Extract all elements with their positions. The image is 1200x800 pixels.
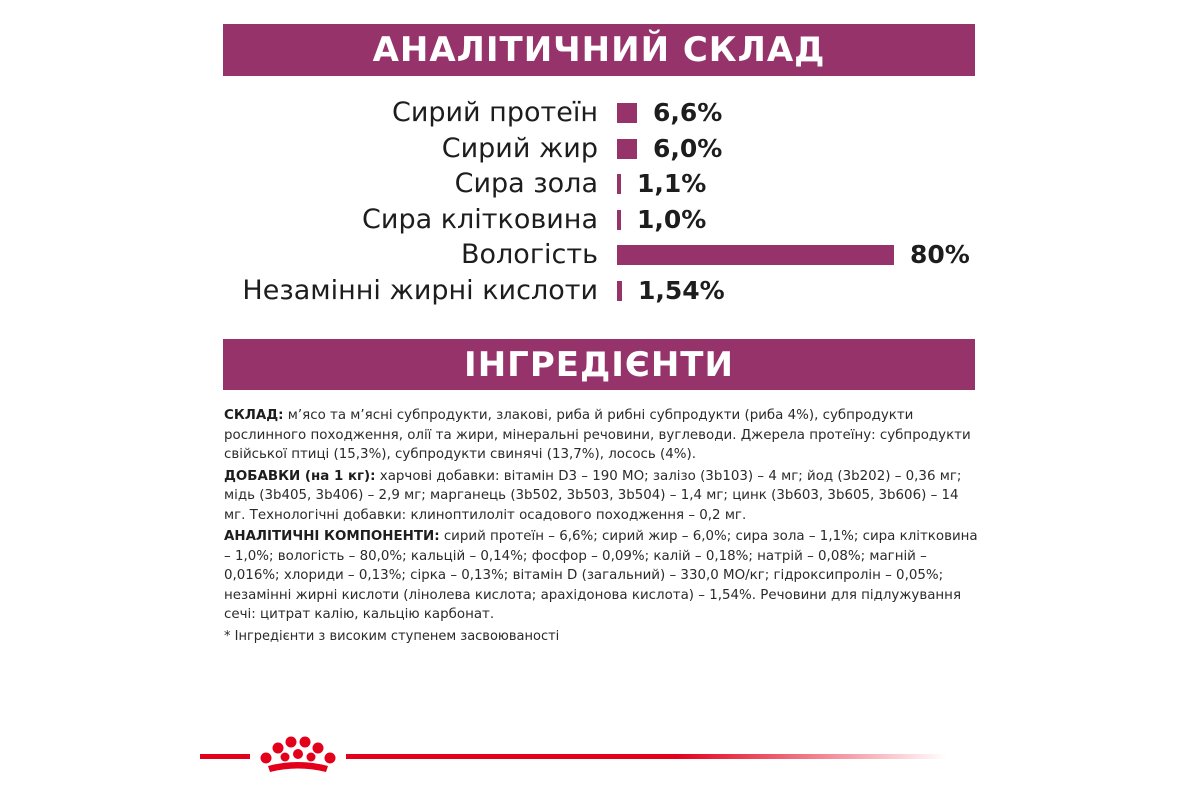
additives-label: ДОБАВКИ (на 1 кг): — [224, 468, 376, 484]
nutrient-bar — [617, 103, 637, 123]
nutrient-value: 1,0% — [637, 205, 707, 234]
nutrient-bar — [617, 174, 621, 194]
nutrient-row — [0, 132, 1200, 166]
nutrient-bar — [617, 281, 622, 301]
nutrient-row — [0, 167, 1200, 201]
nutrient-bar — [617, 139, 637, 159]
footer-red-line-right — [346, 754, 946, 759]
footnote: * Інгредієнти з високим ступенем засвоюваності — [224, 628, 560, 644]
nutrient-label: Сира клітковина — [362, 204, 598, 235]
additives-paragraph — [224, 467, 984, 526]
ingredients-text-block — [224, 406, 984, 648]
analytic-composition-heading — [223, 24, 975, 76]
additives-text: харчові добавки: вітамін D3 – 190 МО; залізо (3b103) – 4 мг; йод (3b202) – 0,36 мг; мідь (3b405, 3b406) – 2,9 мг; марганець (3b502, 3b503, 3b504) – 1,4 мг; цинк (3b603, 3b605, 3b606) – 14 мг. Технологічні добавки: клиноптилоліт осадового походження – 0,2 мг. — [224, 468, 962, 523]
nutrient-value: 6,6% — [653, 98, 723, 127]
nutrient-value: 1,1% — [637, 169, 707, 198]
footer-red-line-left — [200, 754, 250, 759]
analytical-components-paragraph — [224, 527, 984, 625]
ingredients-heading — [223, 339, 975, 390]
nutrient-value: 6,0% — [653, 134, 723, 163]
nutrient-row — [0, 238, 1200, 272]
composition-text: м’ясо та м’ясні субпродукти, злакові, риба й рибні субпродукти (риба 4%), субпродукти рослинного походження, олії та жири, мінеральні речовини, вуглеводи. Джерела протеїну: субпродукти свійської птиці (15,3%), субпродукти свинячі (13,7%), лосось (4%). — [224, 408, 971, 462]
analytic-composition-heading-text: АНАЛІТИЧНИЙ СКЛАД — [372, 30, 826, 70]
nutrient-value: 80% — [910, 240, 970, 269]
nutrient-label: Незамінні жирні кислоти — [242, 275, 598, 306]
nutrient-label: Сирий жир — [441, 133, 598, 164]
nutrient-row — [0, 203, 1200, 237]
nutrient-row — [0, 96, 1200, 130]
composition-paragraph — [224, 406, 984, 465]
analytical-components-label: АНАЛІТИЧНІ КОМПОНЕНТИ: — [224, 529, 440, 544]
nutrient-bar — [617, 245, 894, 265]
composition-label: СКЛАД: — [224, 408, 284, 423]
nutrient-row — [0, 274, 1200, 308]
analytical-components-text: сирий протеїн – 6,6%; сирий жир – 6,0%; сира зола – 1,1%; сира клітковина – 1,0%; вологість – 80,0%; кальцій – 0,14%; фосфор – 0,09%; калій – 0,18%; натрій – 0,08%; магній – 0,016%; хлориди – 0,13%; сірка – 0,13%; вітамін D (загальний) – 330,0 МО/кг; гідроксипролін – 0,05%; незамінні жирні кислоти (лінолева кислота; арахідонова кислота) – 1,54%. Речовини для підлужування сечі: цитрат калію, кальцію карбонат. — [224, 529, 978, 622]
nutrient-label: Вологість — [461, 239, 598, 270]
ingredients-heading-text: ІНГРЕДІЄНТИ — [464, 344, 734, 385]
nutrient-value: 1,54% — [638, 276, 725, 305]
nutrient-bar — [617, 210, 621, 230]
nutrient-label: Сира зола — [454, 168, 598, 199]
royal-canin-crown-icon — [254, 732, 342, 778]
nutrient-label: Сирий протеїн — [391, 97, 598, 128]
